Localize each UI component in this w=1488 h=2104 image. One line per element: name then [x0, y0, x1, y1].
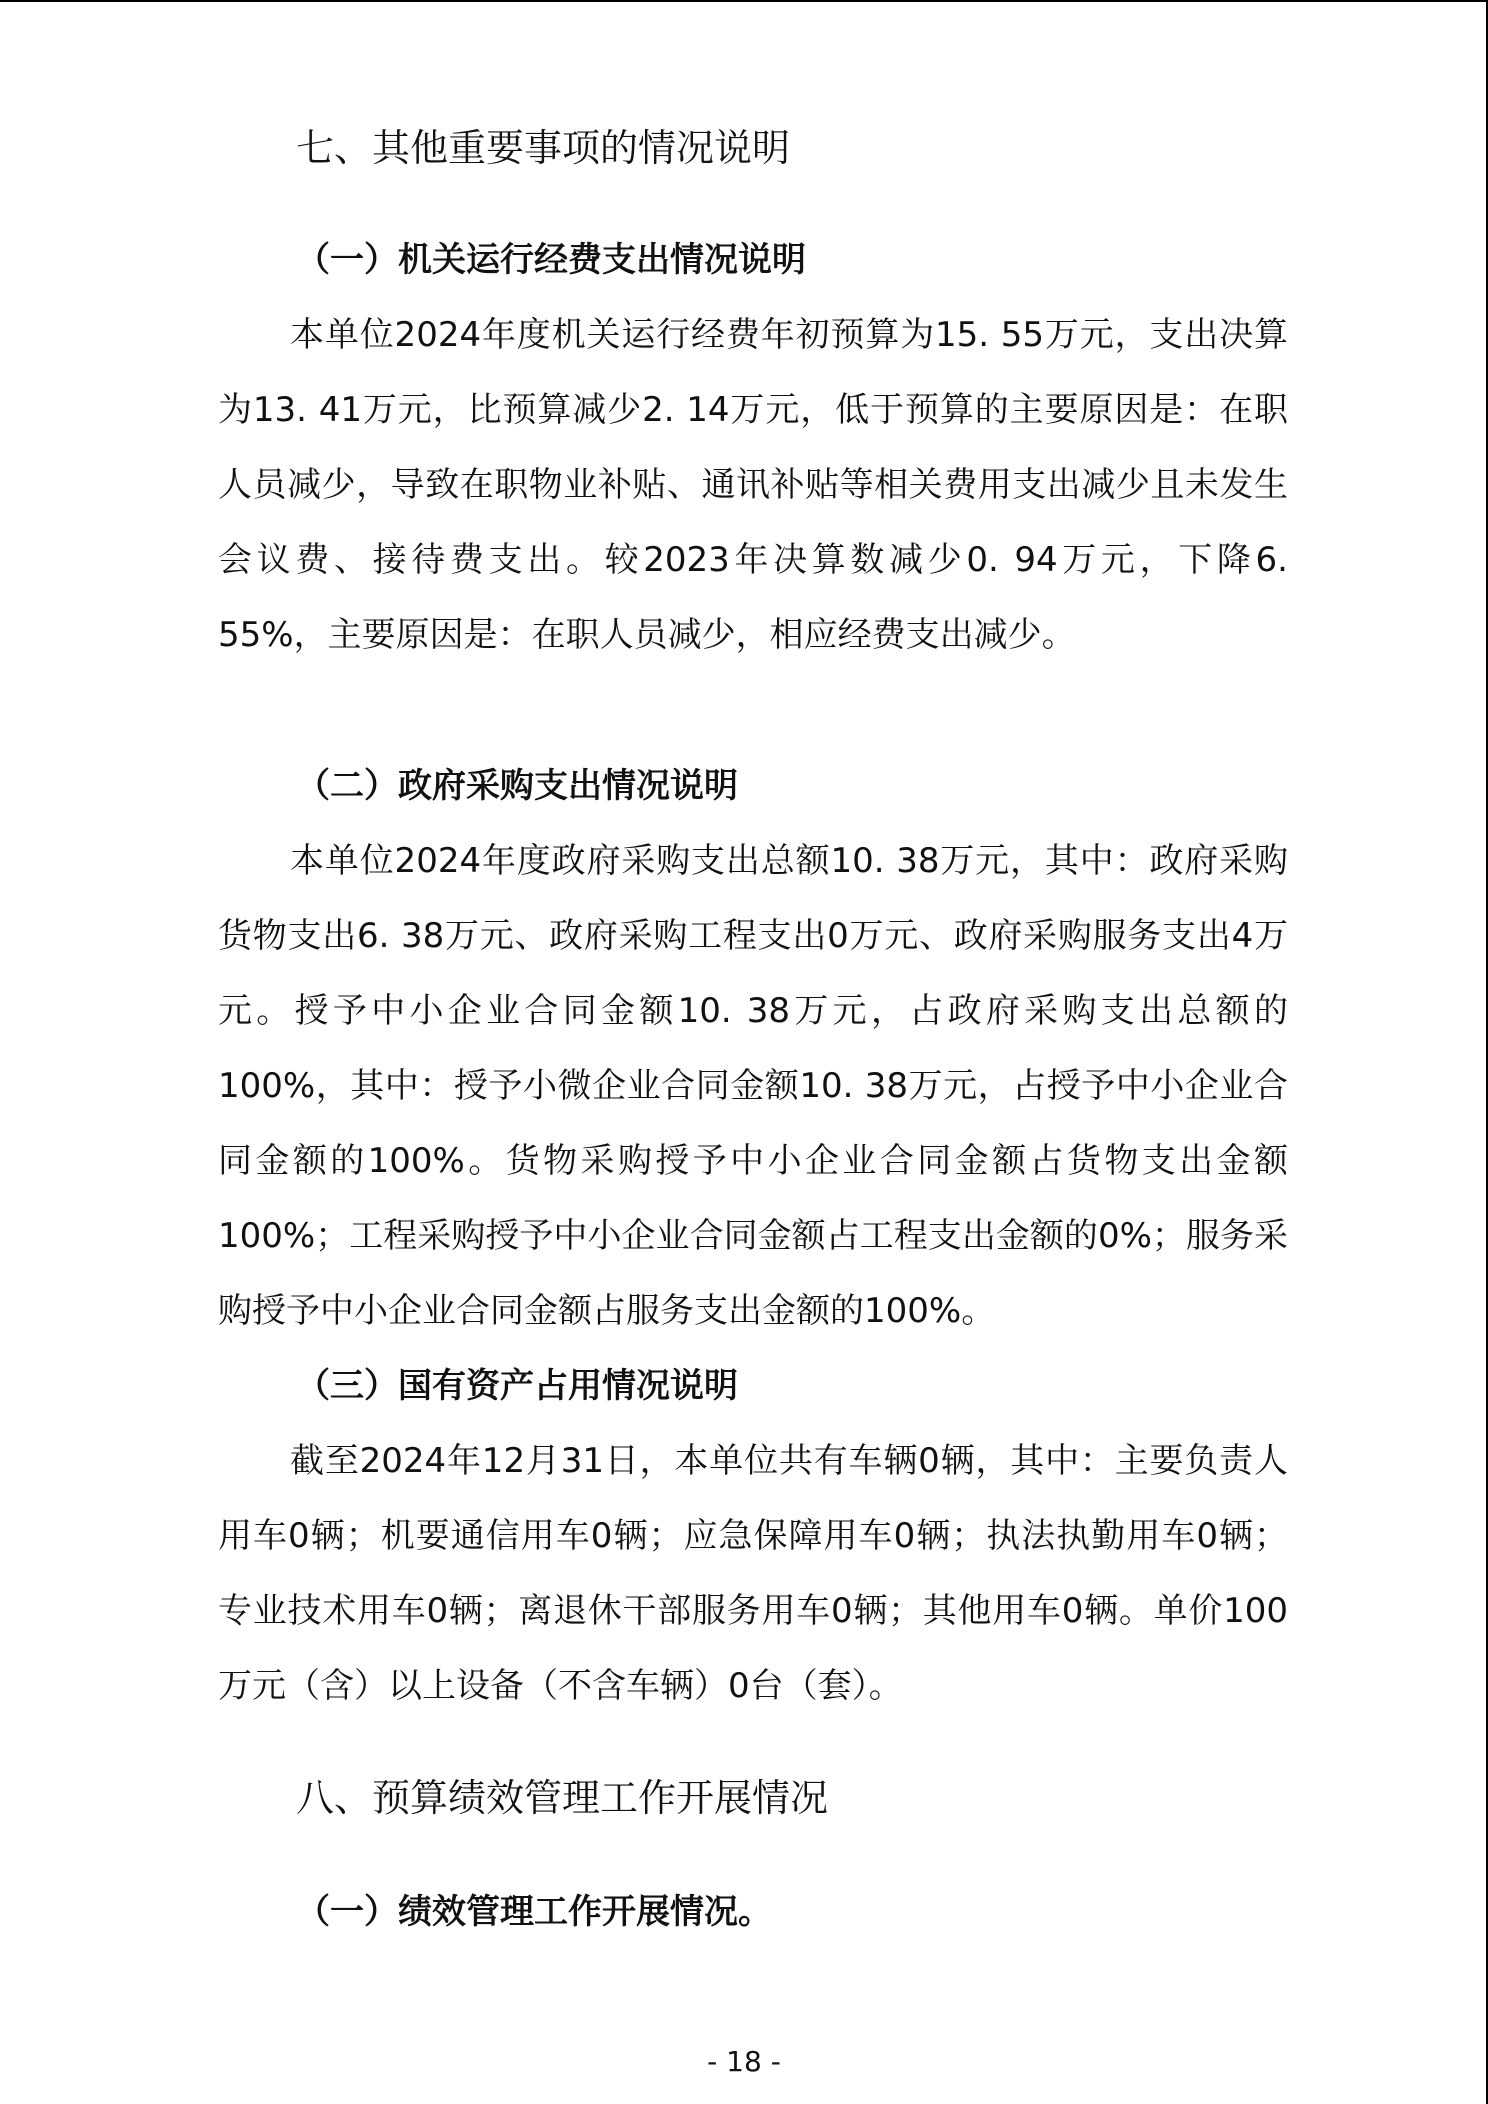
section-7-heading: 七、其他重要事项的情况说明 [296, 126, 791, 170]
subsection-7-3-body: 截至2024年12月31日，本单位共有车辆0辆，其中：主要负责人用车0辆；机要通信用车0辆；应急保障用车0辆；执法执勤用车0辆；专业技术用车0辆；离退休干部服务用车0辆；其他用车0辆。单价100万元（含）以上设备（不含车辆）0台（套）。 [218, 1441, 1288, 1706]
subsection-7-3-heading: （三）国有资产占用情况说明 [296, 1366, 738, 1406]
subsection-7-2-heading: （二）政府采购支出情况说明 [296, 766, 738, 806]
subsection-7-2-body: 本单位2024年度政府采购支出总额10. 38万元，其中：政府采购货物支出6. 38万元、政府采购工程支出0万元、政府采购服务支出4万元。授予中小企业合同金额10. 38万元，占政府采购支出总额的100%，其中：授予小微企业合同金额10. 38万元，占授予中小企业合同金额的100%。货物采购授予中小企业合同金额占货物支出金额100%；工程采购授予中小企业合同金额占工程支出金额的0%；服务采购授予中小企业合同金额占服务支出金额的100%。 [218, 841, 1288, 1331]
section-8-heading: 八、预算绩效管理工作开展情况 [296, 1776, 829, 1820]
subsection-8-1-heading: （一）绩效管理工作开展情况。 [296, 1892, 772, 1932]
page-number: - 18 - [707, 2045, 781, 2078]
subsection-7-1-heading: （一）机关运行经费支出情况说明 [296, 240, 806, 280]
subsection-7-1-body: 本单位2024年度机关运行经费年初预算为15. 55万元，支出决算为13. 41万元，比预算减少2. 14万元，低于预算的主要原因是：在职人员减少，导致在职物业补贴、通讯补贴等相关费用支出减少且未发生会议费、接待费支出。较2023年决算数减少0. 94万元，下降6. 55%，主要原因是：在职人员减少，相应经费支出减少。 [218, 315, 1288, 655]
